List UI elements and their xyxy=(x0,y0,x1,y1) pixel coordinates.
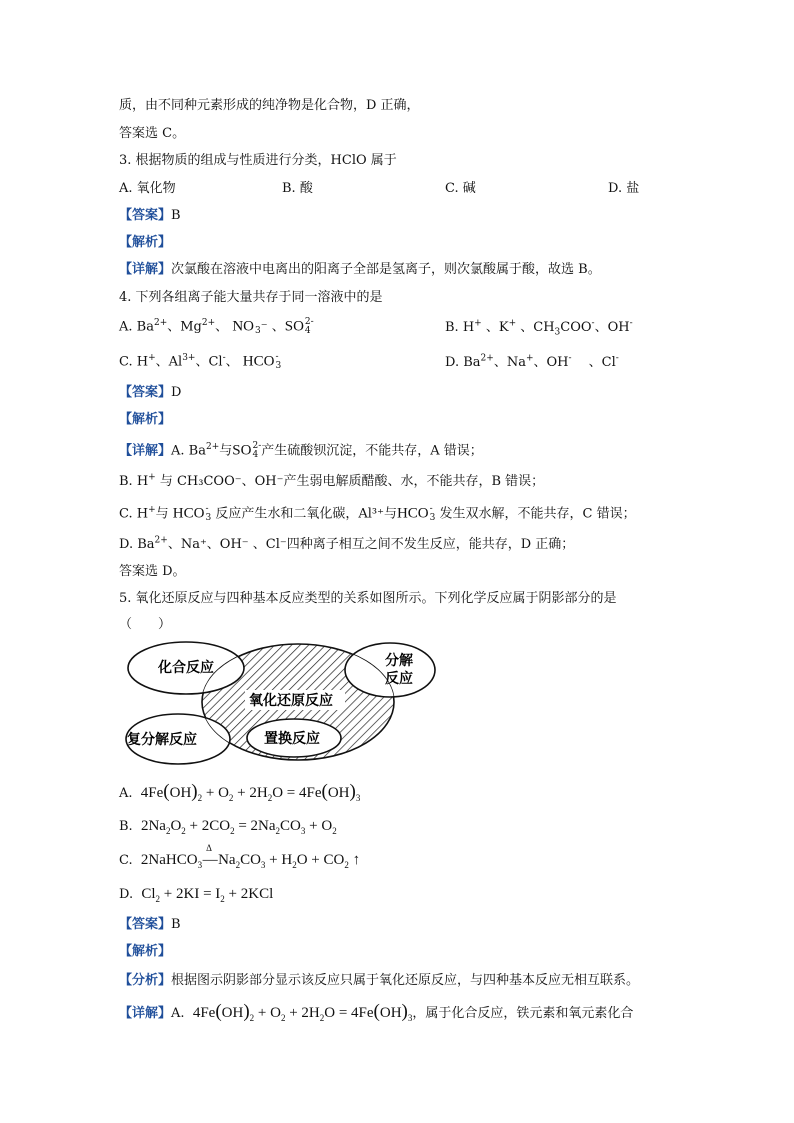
text-line: 质，由不同种元素形成的纯净物是化合物，D 正确， xyxy=(119,98,420,113)
q4-option-d: D. $Ba^{2+}$、Na+、OH- 、Cl- xyxy=(445,353,619,370)
question-4: 4. 下列各组离子能大量共存于同一溶液中的是 xyxy=(119,290,383,305)
q4-option-c: C. H+、$Al^{3+}$、Cl-、 HCO - 3 xyxy=(119,352,282,371)
q5-fenxi xyxy=(119,973,639,989)
q5-answer xyxy=(119,917,181,933)
q3-detail xyxy=(119,262,601,278)
detail-text: 次氯酸在溶液中电离出的阳离子全部是氢离子，则次氯酸属于酸，故选 B。 xyxy=(171,262,601,277)
combination-label: 化合反应 xyxy=(158,660,214,676)
q3-analysis xyxy=(119,235,171,251)
fenxi-text: 根据图示阴影部分显示该反应只属于氧化还原反应，与四种基本反应无相互联系。 xyxy=(171,973,640,988)
replacement-label: 置换反应 xyxy=(264,731,320,747)
answer-tag: 【答案】 xyxy=(119,385,172,400)
q3-option-c: C. 碱 xyxy=(445,181,476,196)
q5-option-c: C. 2NaHCO$_3$ Δ $—Na_2CO_3 + H_2O + CO_2$ ↑ xyxy=(119,843,361,870)
decomposition-label-1: 分解 xyxy=(385,653,413,669)
answer-value: B xyxy=(171,917,181,932)
detail-tag: 【详解】 xyxy=(119,262,172,277)
q4-answer xyxy=(119,385,181,401)
q3-option-d: D. 盐 xyxy=(608,181,640,196)
answer-tag: 【答案】 xyxy=(119,917,172,932)
q4-detail-c: C. H+与 HCO - 3 反应产生水和二氧化碳，Al³⁺与HCO - 3 发生双水解，不能共存，C 错误； xyxy=(119,504,636,523)
analysis-tag: 【解析】 xyxy=(119,412,172,427)
q4-option-b: B. H+ 、K+ 、$CH_3COO^-$、OH- xyxy=(445,318,633,338)
fenxi-tag: 【分析】 xyxy=(119,973,172,988)
answer-tag: 【答案】 xyxy=(119,208,172,223)
q5-analysis xyxy=(119,944,171,960)
q4-option-a: A. $Ba^{2+}$、$Mg^{2+}$、 NO 3 ⁻ 、SO 2- 4 xyxy=(119,317,314,336)
q4-analysis xyxy=(119,412,171,428)
question-5: 5. 氧化还原反应与四种基本反应类型的关系如图所示。下列化学反应属于阴影部分的是 xyxy=(119,591,617,606)
analysis-tag: 【解析】 xyxy=(119,944,172,959)
analysis-tag: 【解析】 xyxy=(119,235,172,250)
q3-option-b: B. 酸 xyxy=(282,181,313,196)
double-decomposition-label: 复分解反应 xyxy=(127,732,197,748)
q5-option-d: D. $Cl_2 + 2KI = I_2 + 2KCl$ xyxy=(119,886,274,904)
detail-tag: 【详解】 xyxy=(119,1006,172,1021)
detail-tag: 【详解】 xyxy=(119,443,172,459)
answer-value: D xyxy=(171,385,182,400)
q4-detail-a: 【详解】A. $Ba^{2+}$与SO 2- 4 产生硫酸钡沉淀，不能共存，A 错误； xyxy=(119,441,483,460)
reaction-type-diagram xyxy=(118,640,438,770)
decomposition-label-2: 反应 xyxy=(385,671,413,687)
q4-detail-d: D. $Ba^{2+}$、Na⁺、OH⁻ 、Cl⁻四种离子相互之间不发生反应，能共存，D 正确； xyxy=(119,535,575,552)
q4-detail-b: B. H+ 与 CH₃COO⁻、OH⁻产生弱电解质醋酸、水，不能共存，B 错误； xyxy=(119,472,545,489)
q5-option-b: B. $2Na_2O_2 + 2CO_2 = 2Na_2CO_3 + O_2$ xyxy=(119,818,337,836)
text-line: 答案选 C。 xyxy=(119,126,186,141)
q4-conclusion: 答案选 D。 xyxy=(119,564,186,579)
q5-option-a: A. $4Fe(OH)_2 + O_2 + 2H_2O = 4Fe(OH)_3$ xyxy=(119,781,361,803)
redox-label: 氧化还原反应 xyxy=(249,693,333,709)
q3-option-a: A. 氧化物 xyxy=(119,181,176,196)
q5-detail: 【详解】A. $4Fe(OH)_2 + O_2 + 2H_2O = 4Fe(OH)_3$，属于化合反应，铁元素和氧元素化合 xyxy=(119,1001,634,1023)
question-3: 3. 根据物质的组成与性质进行分类，HClO 属于 xyxy=(119,153,397,168)
q3-answer xyxy=(119,208,181,224)
answer-value: B xyxy=(171,208,181,223)
question-5-paren: （ ） xyxy=(119,617,172,632)
